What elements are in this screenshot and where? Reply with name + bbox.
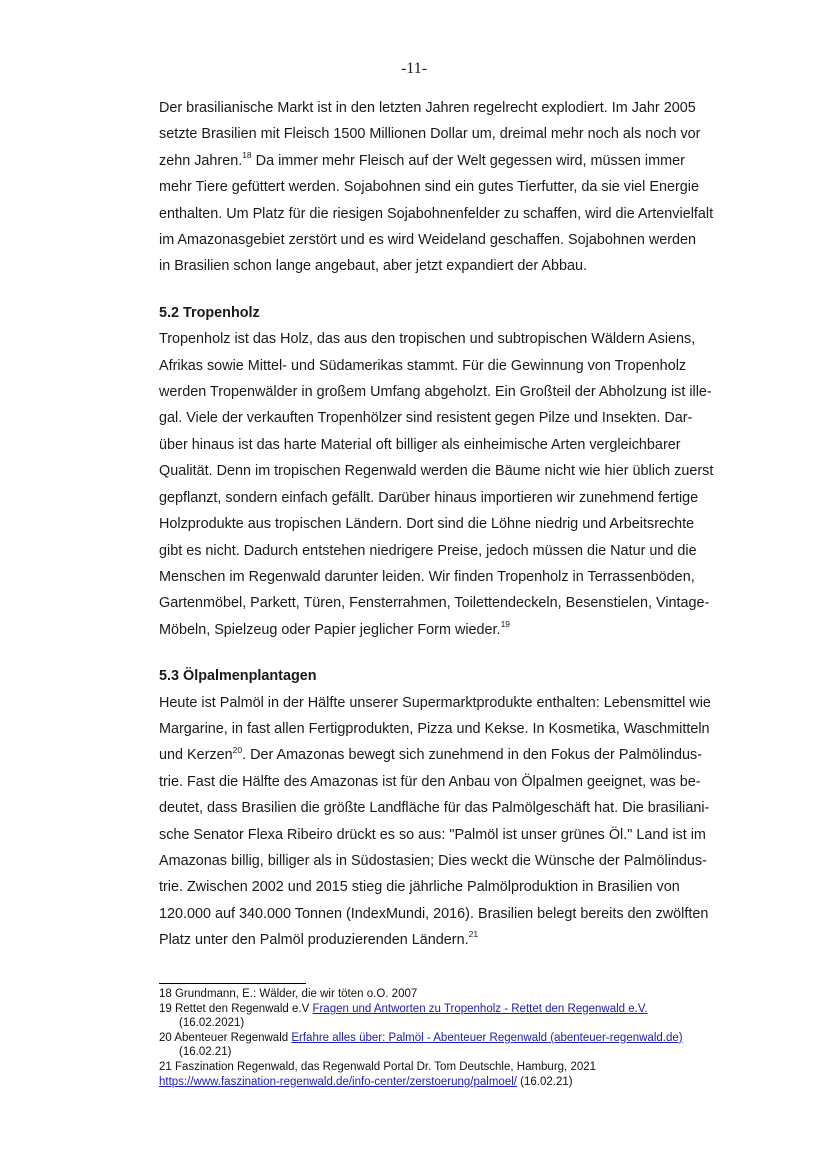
oelpalmen-paragraph xyxy=(159,690,753,954)
footnote-ref-20[interactable]: 20 xyxy=(232,744,243,755)
footnote-ref-18[interactable]: 18 xyxy=(242,150,252,161)
text-line: Qualität. Denn im tropischen Regenwald werden die Bäume nicht wie hier üblich zuerst xyxy=(159,463,714,480)
text-line: Der brasilianische Markt ist in den letzten Jahren regelrecht explodiert. Im Jahr 2005 xyxy=(159,100,696,116)
footnote-20-link[interactable]: Erfahre alles über: Palmöl - Abenteuer Regenwald (abenteuer-regenwald.de) xyxy=(291,1031,683,1044)
footnote-separator xyxy=(159,983,306,984)
text-line xyxy=(159,617,753,643)
text-line: im Amazonasgebiet zerstört und es wird Weideland geschaffen. Sojabohnen werden xyxy=(159,232,697,249)
text-fragment: Platz unter den Palmöl produzierenden Ländern. xyxy=(159,932,469,949)
text-line: trie. Fast die Hälfte des Amazonas ist für den Anbau von Ölpalmen geeignet, was be- xyxy=(159,773,701,790)
text-fragment: Da immer mehr Fleisch auf der Welt gegessen wird, müssen immer xyxy=(251,152,685,169)
text-line: 120.000 auf 340.000 Tonnen (IndexMundi, 2016). Brasilien belegt bereits den zwölften xyxy=(159,905,709,922)
footnote-ref-21[interactable]: 21 xyxy=(468,929,479,940)
text-line: Holzprodukte aus tropischen Ländern. Dort sind die Löhne niedrig und Arbeitsrechte xyxy=(159,516,695,533)
footnote-date: (16.02.2021) xyxy=(179,1017,245,1030)
footnote-21-url-line xyxy=(159,1075,779,1090)
text-line: Amazonas billig, billiger als in Südostasien; Dies weckt die Wünsche der Palmölindus- xyxy=(159,852,707,869)
section-heading-oelpalmen: 5.3 Ölpalmenplantagen xyxy=(159,668,317,685)
text-line: mehr Tiere gefüttert werden. Sojabohnen sind ein gutes Tierfutter, da sie viel Energie xyxy=(159,179,699,196)
text-line: deutet, dass Brasilien die größte Landfläche für das Palmölgeschäft hat. Die brasiliani- xyxy=(159,800,710,817)
text-line: enthalten. Um Platz für die riesigen Sojabohnenfelder zu schaffen, wird die Artenvielfalt xyxy=(159,205,714,222)
text-line: gepflanzt, sondern einfach gefällt. Darüber hinaus importieren wir zunehmend fertige xyxy=(159,489,699,506)
footnote-18: 18 Grundmann, E.: Wälder, die wir töten o.O. 2007 xyxy=(159,988,418,1000)
section-heading-tropenholz: 5.2 Tropenholz xyxy=(159,304,260,321)
text-line: Heute ist Palmöl in der Hälfte unserer Supermarktprodukte enthalten: Lebensmittel wie xyxy=(159,694,711,711)
text-line: setzte Brasilien mit Fleisch 1500 Millionen Dollar um, dreimal mehr noch als noch vor xyxy=(159,126,701,143)
footnote-text: 19 Rettet den Regenwald e.V xyxy=(159,1002,313,1015)
footnote-20 xyxy=(159,1031,779,1046)
text-line: in Brasilien schon lange angebaut, aber jetzt expandiert der Abbau. xyxy=(159,258,588,275)
footnote-date: (16.02.21) xyxy=(179,1046,232,1059)
text-line: gal. Viele der verkauften Tropenhölzer sind resistent gegen Pilze und Insekten. Dar- xyxy=(159,410,693,427)
text-line: Afrikas sowie Mittel- und Südamerikas stammt. Für die Gewinnung von Tropenholz xyxy=(159,357,687,374)
footnotes xyxy=(159,987,779,1089)
footnote-ref-19[interactable]: 19 xyxy=(500,618,511,629)
tropenholz-paragraph xyxy=(159,326,753,643)
text-line xyxy=(159,742,753,768)
text-line xyxy=(159,927,753,953)
text-line: Tropenholz ist das Holz, das aus den tropischen und subtropischen Wäldern Asiens, xyxy=(159,331,696,348)
footnote-19-link[interactable]: Fragen und Antworten zu Tropenholz - Rettet den Regenwald e.V. xyxy=(312,1002,648,1015)
text-line: Gartenmöbel, Parkett, Türen, Fensterrahmen, Toilettendeckeln, Besenstielen, Vintage- xyxy=(159,595,710,612)
footnote-text: 20 Abenteuer Regenwald xyxy=(159,1031,292,1044)
intro-paragraph xyxy=(159,95,753,280)
text-line: gibt es nicht. Dadurch entstehen niedrigere Preise, jedoch müssen die Natur und die xyxy=(159,542,697,559)
text-line: Margarine, in fast allen Fertigprodukten, Pizza und Kekse. In Kosmetika, Waschmitteln xyxy=(159,720,710,737)
footnote-21-link[interactable]: https://www.faszination-regenwald.de/info-center/zerstoerung/palmoel/ xyxy=(159,1075,517,1088)
text-line: sche Senator Flexa Ribeiro drückt es so aus: "Palmöl ist unser grünes Öl." Land ist im xyxy=(159,826,706,843)
text-line: trie. Zwischen 2002 und 2015 stieg die jährliche Palmölproduktion in Brasilien von xyxy=(159,879,680,896)
text-fragment: . Der Amazonas bewegt sich zunehmend in den Fokus der Palmölindus- xyxy=(242,747,703,764)
text-line: über hinaus ist das harte Material oft billiger als einheimische Arten vergleichbarer xyxy=(159,436,681,453)
footnote-date: (16.02.21) xyxy=(516,1075,573,1088)
page-number: -11- xyxy=(400,60,428,77)
footnote-19 xyxy=(159,1002,779,1017)
text-fragment: und Kerzen xyxy=(159,747,233,764)
page-body xyxy=(159,95,753,954)
text-line: werden Tropenwälder in großem Umfang abgeholzt. Ein Großteil der Abholzung ist ille- xyxy=(159,384,712,401)
text-line xyxy=(159,148,753,174)
text-line: Menschen im Regenwald darunter leiden. Wir finden Tropenholz in Terrassenböden, xyxy=(159,568,695,585)
text-fragment: zehn Jahren. xyxy=(159,152,243,169)
text-fragment: Möbeln, Spielzeug oder Papier jeglicher Form wieder. xyxy=(159,621,501,638)
footnote-21: 21 Faszination Regenwald, das Regenwald Portal Dr. Tom Deutschle, Hamburg, 2021 xyxy=(159,1060,597,1073)
